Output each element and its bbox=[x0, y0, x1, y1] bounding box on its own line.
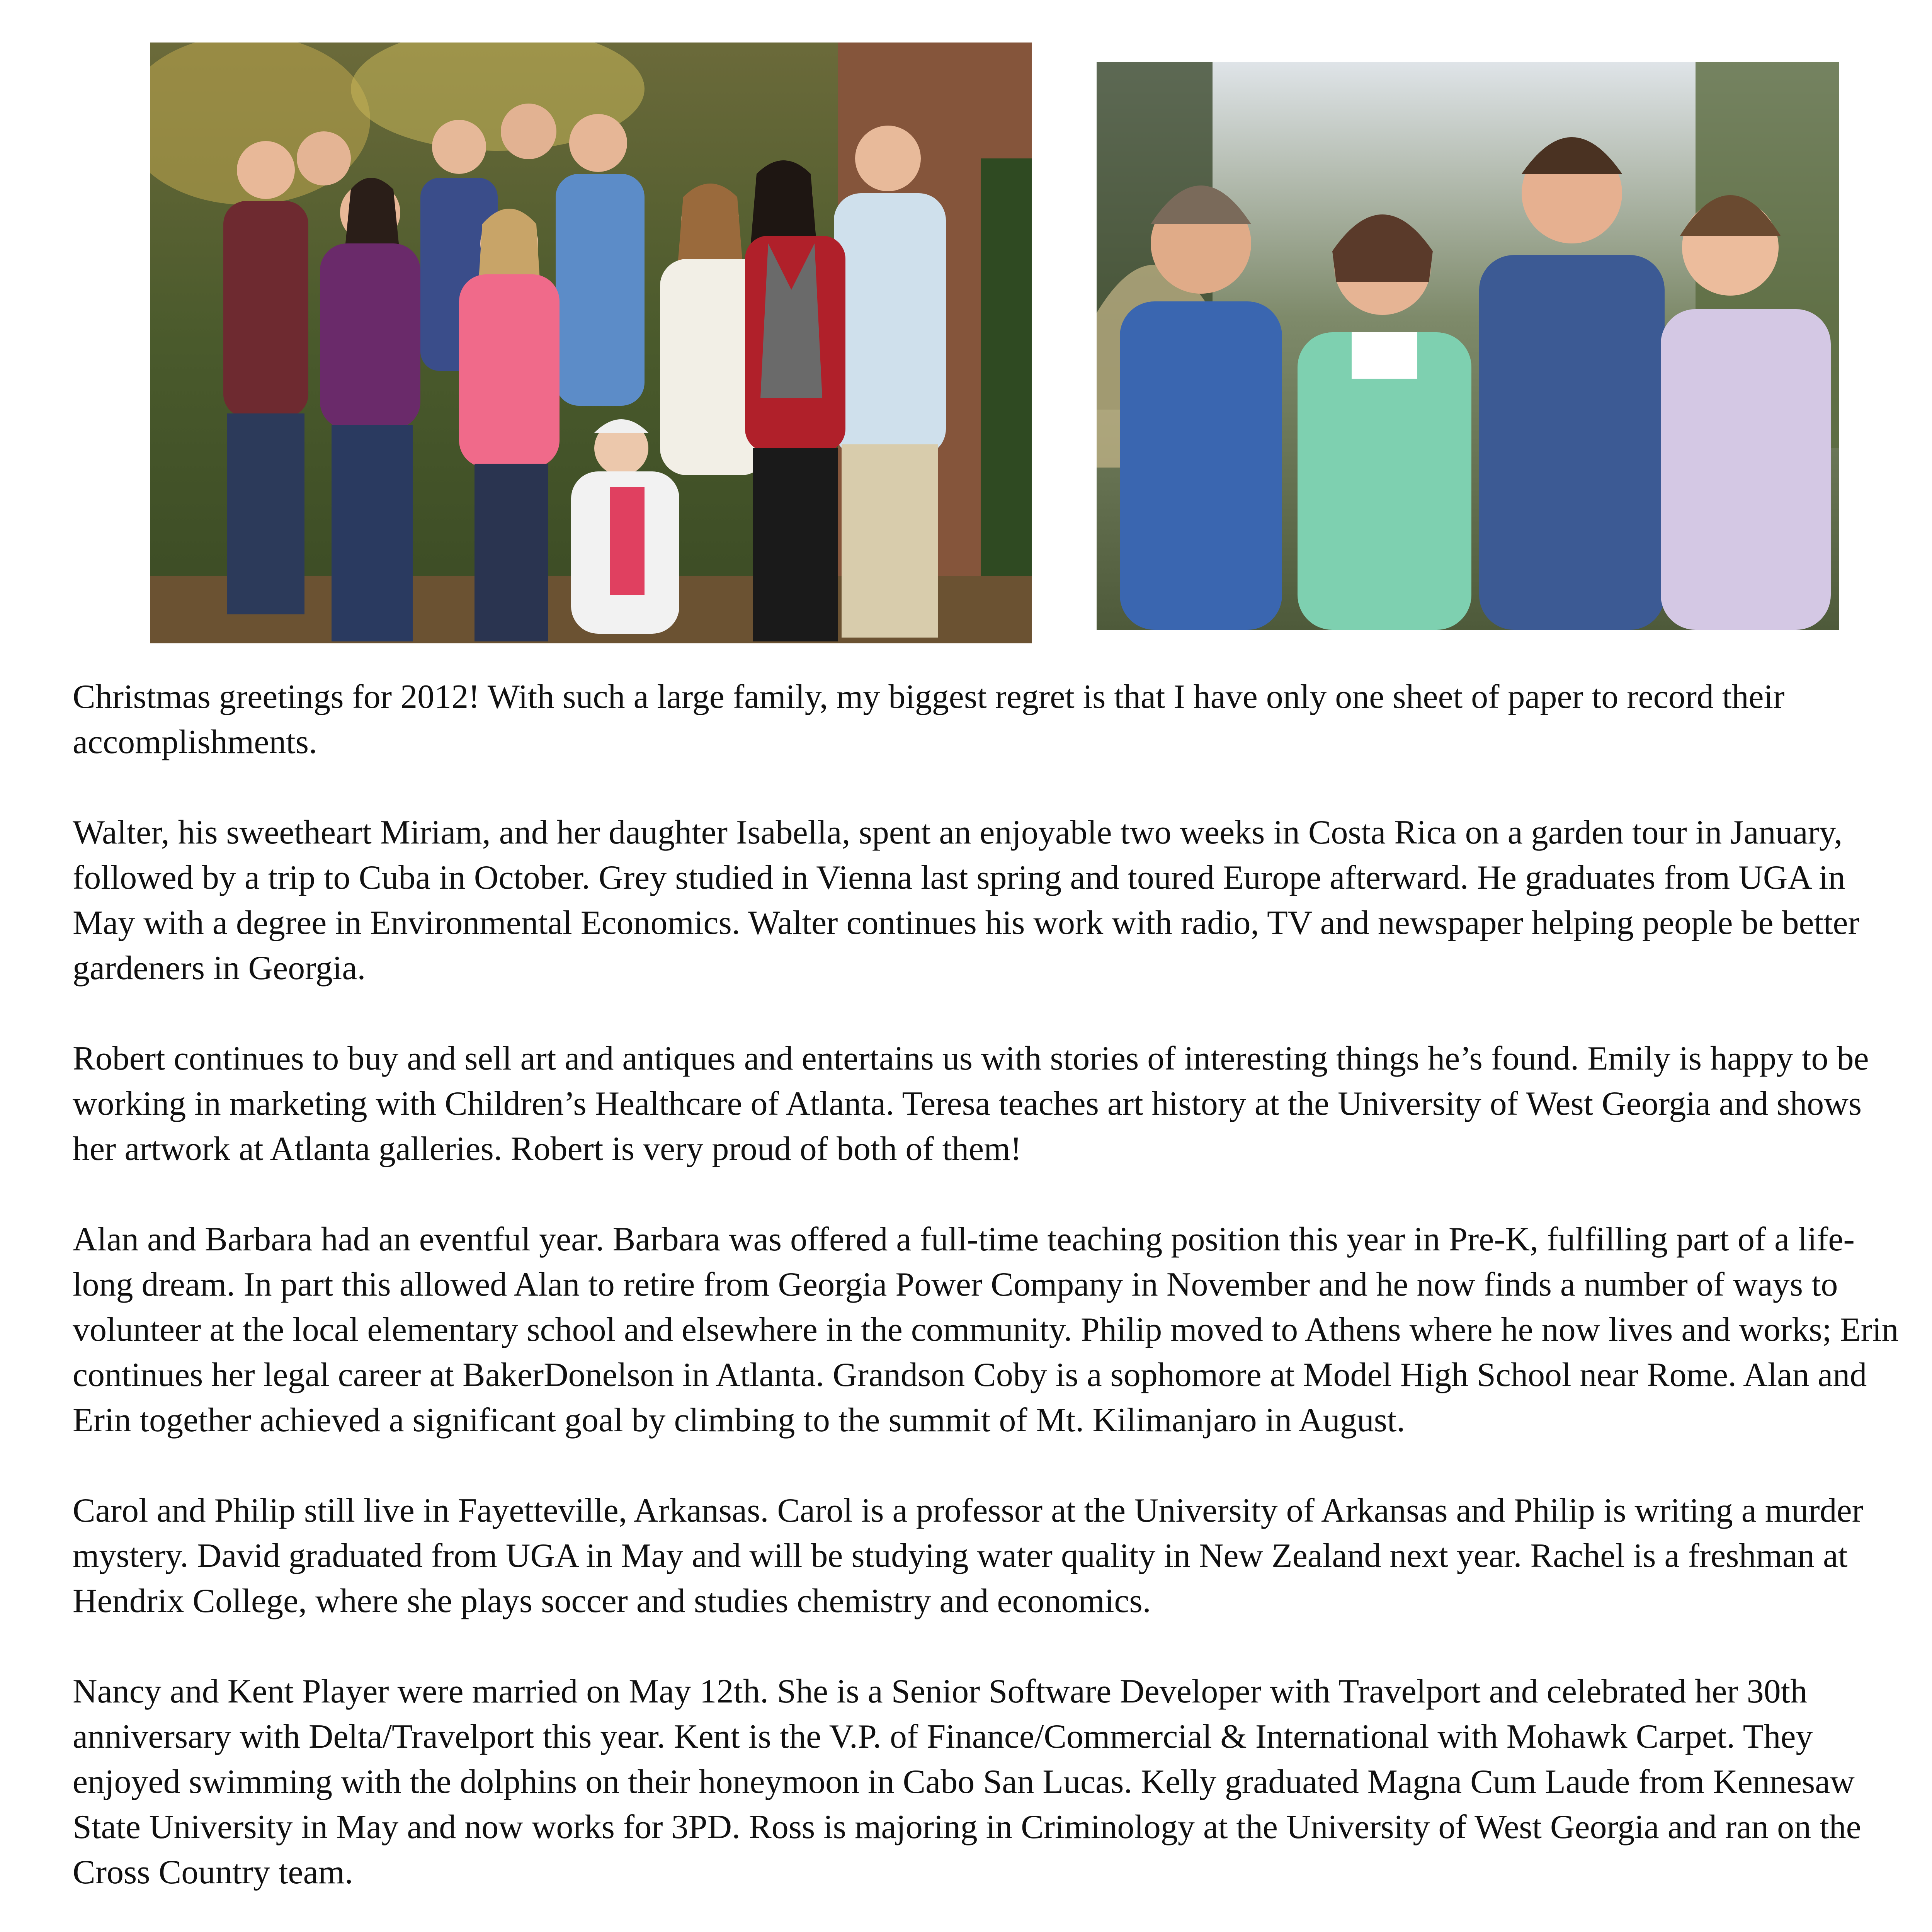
family-photo-illustration bbox=[1097, 62, 1839, 630]
letter-paragraph-walter: Walter, his sweetheart Miriam, and her daughter Isabella, spent an enjoyable two weeks in Costa Rica on a garden tour in January, followed by a trip to Cuba in October. Grey studied in Vienna last spring and toured Europe afterward. He graduates from UGA in May with a degree in Environmental Economics. Walter continues his work with radio, TV and newspaper helping people be better gardeners in Georgia. bbox=[73, 814, 1859, 987]
letter-paragraph-robert: Robert continues to buy and sell art and antiques and entertains us with stories of interesting things he’s found. Emily is happy to be working in marketing with Children’s Healthcare of Atlanta. Teresa teaches art history at the University of West Georgia and shows her artwork at Atlanta galleries. Robert is very proud of both of them! bbox=[73, 1040, 1869, 1168]
letter-body bbox=[73, 674, 1912, 1932]
letter-paragraph-alan: Alan and Barbara had an eventful year. Barbara was offered a full-time teaching position this year in Pre-K, fulfilling part of a life-long dream. In part this allowed Alan to retire from Georgia Power Company in November and he now finds a number of ways to volunteer at the local elementary school and elsewhere in the community. Philip moved to Athens where he now lives and works; Erin continues her legal career at BakerDonelson in Atlanta. Grandson Coby is a sophomore at Model High School near Rome. Alan and Erin together achieved a significant goal by climbing to the summit of Mt. Kilimanjaro in August. bbox=[73, 1221, 1899, 1439]
extended-family-group-photo bbox=[150, 43, 1032, 643]
letter-paragraph-nancy: Nancy and Kent Player were married on May 12th. She is a Senior Software Developer with Travelport and celebrated her 30th anniversary with Delta/Travelport this year. Kent is the V.P. of Finance/Commercial & International with Mohawk Carpet. They enjoyed swimming with the dolphins on their honeymoon in Cabo San Lucas. Kelly graduated Magna Cum Laude from Kennesaw State University in May and now works for 3PD. Ross is majoring in Criminology at the University of West Georgia and ran on the Cross Country team. bbox=[73, 1673, 1861, 1891]
group-photo-illustration bbox=[150, 43, 1032, 643]
letter-paragraph-carol: Carol and Philip still live in Fayetteville, Arkansas. Carol is a professor at the University of Arkansas and Philip is writing a murder mystery. David graduated from UGA in May and will be studying water quality in New Zealand next year. Rachel is a freshman at Hendrix College, where she plays soccer and studies chemistry and economics. bbox=[73, 1492, 1863, 1620]
letter-paragraph-greeting: Christmas greetings for 2012! With such a large family, my biggest regret is that I have only one sheet of paper to record their accomplishments. bbox=[73, 678, 1785, 761]
family-of-four-photo bbox=[1097, 62, 1839, 630]
